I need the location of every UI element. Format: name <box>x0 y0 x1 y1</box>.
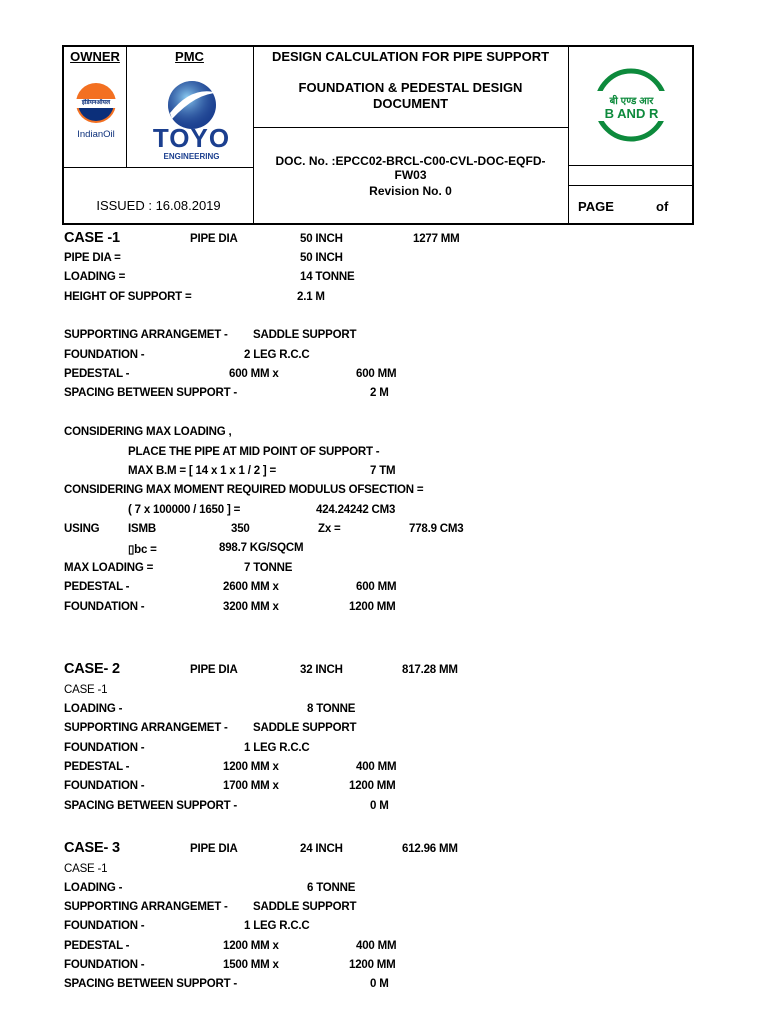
case1-zx-value: 778.9 CM3 <box>409 523 464 535</box>
band-r-text: B AND R <box>604 106 659 121</box>
title-row-divider <box>253 127 568 128</box>
case2-pedestal-b: 400 MM <box>356 761 397 773</box>
case1-max-bm-value: 7 TM <box>370 465 396 477</box>
case2-title: CASE- 2 <box>64 661 120 677</box>
case1-pedestal2-a: 2600 MM x <box>223 581 279 593</box>
case3-foundation2-a: 1500 MM x <box>223 959 279 971</box>
case1-zx-label: Zx = <box>318 523 341 535</box>
case2-foundation-label: FOUNDATION - <box>64 742 145 754</box>
case2-pedestal-label: PEDESTAL - <box>64 761 130 773</box>
case3-pedestal-label: PEDESTAL - <box>64 940 130 952</box>
case1-ismb: ISMB <box>128 523 156 535</box>
case1-max-loading-label: MAX LOADING = <box>64 562 154 574</box>
case1-loading-label: LOADING = <box>64 271 126 283</box>
owner-label: OWNER <box>70 49 120 64</box>
case2-pipe-dia-inch: 32 INCH <box>300 664 343 676</box>
case3-foundation-value: 1 LEG R.C.C <box>244 920 310 932</box>
indianoil-logo-text: IndianOil <box>77 129 115 140</box>
case3-pipe-dia-label: PIPE DIA <box>190 843 238 855</box>
case1-foundation-label: FOUNDATION - <box>64 349 145 361</box>
case1-modulus-expr: ( 7 x 100000 / 1650 ] = <box>128 504 241 516</box>
case1-pipe-dia-inch: 50 INCH <box>300 233 343 245</box>
page-label: PAGE <box>578 199 614 214</box>
case1-using: USING <box>64 523 100 535</box>
case1-considering-moment: CONSIDERING MAX MOMENT REQUIRED MODULUS OFSECTION = <box>64 484 424 496</box>
case3-title: CASE- 3 <box>64 840 120 856</box>
case1-pipe-dia-mm: 1277 MM <box>413 233 460 245</box>
owner-pmc-divider <box>126 47 127 167</box>
case1-pipe-dia-row-value: 50 INCH <box>300 252 343 264</box>
indianoil-logo-hindi: इंडियनऑयल <box>81 100 111 106</box>
case1-modulus-value: 424.24242 CM3 <box>316 504 396 516</box>
case2-supporting-value: SADDLE SUPPORT <box>253 722 357 734</box>
case2-spacing-value: 0 M <box>370 800 389 812</box>
case1-considering-max-loading: CONSIDERING MAX LOADING , <box>64 426 232 438</box>
case2-pedestal-a: 1200 MM x <box>223 761 279 773</box>
band-r-hindi: बी एण्ड आर <box>609 96 654 107</box>
case1-sigma-value: 898.7 KG/SQCM <box>219 542 304 554</box>
case2-foundation-value: 1 LEG R.C.C <box>244 742 310 754</box>
title-line-2: FOUNDATION & PEDESTAL DESIGN <box>298 80 523 95</box>
case3-supporting-label: SUPPORTING ARRANGEMET - <box>64 901 228 913</box>
case1-foundation-value: 2 LEG R.C.C <box>244 349 310 361</box>
case1-foundation2-b: 1200 MM <box>349 601 396 613</box>
case3-pedestal-b: 400 MM <box>356 940 397 952</box>
case1-supporting-label: SUPPORTING ARRANGEMET - <box>64 329 228 341</box>
case1-pedestal-b: 600 MM <box>356 368 397 380</box>
case3-spacing-label: SPACING BETWEEN SUPPORT - <box>64 978 238 990</box>
right-row-divider-2 <box>568 185 694 186</box>
case1-height-label: HEIGHT OF SUPPORT = <box>64 291 192 303</box>
right-row-divider-1 <box>568 165 694 166</box>
case3-supporting-value: SADDLE SUPPORT <box>253 901 357 913</box>
doc-number: DOC. No. :EPCC02-BRCL-C00-CVL-DOC-EQFD- <box>275 154 546 168</box>
case1-pipe-dia-label: PIPE DIA <box>190 233 238 245</box>
toyo-logo-text: TOYO <box>152 123 231 153</box>
case1-pedestal2-label: PEDESTAL - <box>64 581 130 593</box>
title-line-3-clip <box>253 96 568 109</box>
case1-supporting-value: SADDLE SUPPORT <box>253 329 357 341</box>
case3-spacing-value: 0 M <box>370 978 389 990</box>
case1-max-loading-value: 7 TONNE <box>244 562 293 574</box>
right-column-divider <box>568 47 569 223</box>
revision-number: Revision No. 0 <box>369 184 452 198</box>
case3-pedestal-a: 1200 MM x <box>223 940 279 952</box>
case3-loading-label: LOADING - <box>64 882 123 894</box>
case3-loading-value: 6 TONNE <box>307 882 356 894</box>
case1-spacing-value: 2 M <box>370 387 389 399</box>
case2-loading-value: 8 TONNE <box>307 703 356 715</box>
case1-spacing-label: SPACING BETWEEN SUPPORT - <box>64 387 238 399</box>
left-row-divider <box>64 167 253 168</box>
case1-ismb-size: 350 <box>231 523 250 535</box>
case2-foundation2-b: 1200 MM <box>349 780 396 792</box>
title-line-3: DOCUMENT <box>372 96 449 109</box>
case3-pipe-dia-mm: 612.96 MM <box>402 843 458 855</box>
toyo-logo-sub: ENGINEERING <box>163 152 220 161</box>
doc-number-cont: FW03 <box>394 168 427 182</box>
case1-foundation2-a: 3200 MM x <box>223 601 279 613</box>
header-table <box>62 45 694 225</box>
band-r-logo <box>594 65 669 145</box>
case3-pipe-dia-inch: 24 INCH <box>300 843 343 855</box>
case3-foundation2-b: 1200 MM <box>349 959 396 971</box>
case1-height-value: 2.1 M <box>297 291 325 303</box>
case2-foundation2-a: 1700 MM x <box>223 780 279 792</box>
case2-spacing-label: SPACING BETWEEN SUPPORT - <box>64 800 238 812</box>
case3-foundation-label: FOUNDATION - <box>64 920 145 932</box>
case3-foundation2-label: FOUNDATION - <box>64 959 145 971</box>
case1-pedestal-a: 600 MM x <box>229 368 279 380</box>
issued-date: ISSUED : 16.08.2019 <box>96 198 221 213</box>
case1-loading-value: 14 TONNE <box>300 271 355 283</box>
case1-pipe-dia-row-label: PIPE DIA = <box>64 252 121 264</box>
case1-place-pipe: PLACE THE PIPE AT MID POINT OF SUPPORT - <box>128 446 380 458</box>
case2-supporting-label: SUPPORTING ARRANGEMET - <box>64 722 228 734</box>
case1-sigma-label: ▯bc = <box>128 544 157 556</box>
case1-max-bm: MAX B.M = [ 14 x 1 x 1 / 2 ] = <box>128 465 277 477</box>
design-calc-title: DESIGN CALCULATION FOR PIPE SUPPORT <box>271 49 550 64</box>
of-label: of <box>656 199 669 214</box>
case2-pipe-dia-mm: 817.28 MM <box>402 664 458 676</box>
pmc-label: PMC <box>175 49 204 64</box>
case1-title: CASE -1 <box>64 230 120 246</box>
indianoil-logo <box>70 79 122 149</box>
case2-loading-label: LOADING - <box>64 703 123 715</box>
case1-foundation2-label: FOUNDATION - <box>64 601 145 613</box>
toyo-logo <box>144 79 239 161</box>
case2-foundation2-label: FOUNDATION - <box>64 780 145 792</box>
case1-pedestal2-b: 600 MM <box>356 581 397 593</box>
case3-sub: CASE -1 <box>64 863 108 875</box>
case1-pedestal-label: PEDESTAL - <box>64 368 130 380</box>
case2-sub: CASE -1 <box>64 684 108 696</box>
case2-pipe-dia-label: PIPE DIA <box>190 664 238 676</box>
